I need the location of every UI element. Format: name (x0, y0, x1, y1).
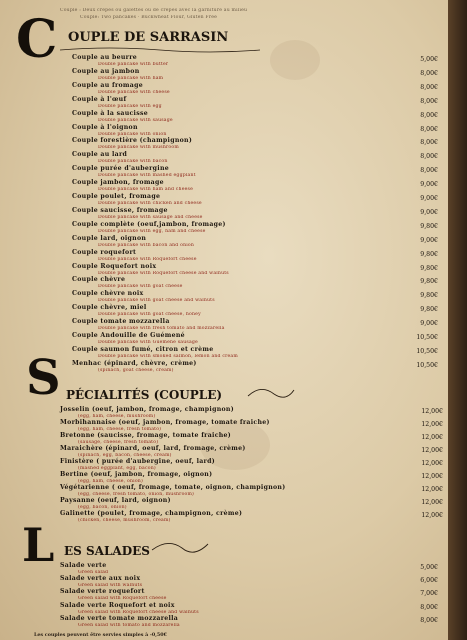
item-price: 10,50€ (416, 361, 438, 369)
item-translation: Double pancake with ham (98, 75, 164, 81)
item-translation: Double pancake with egg, ham and cheese (98, 228, 206, 234)
item-translation: Double pancake with bacon (98, 159, 168, 165)
item-translation: (egg, ham, cheese, mushroom) (78, 414, 156, 419)
item-price: 8,00€ (420, 97, 438, 105)
item-price: 12,00€ (421, 499, 443, 506)
item-translation: Double pancake with ham and cheese (98, 187, 194, 193)
item-price: 8,00€ (420, 83, 438, 91)
top-note: Couple : Deux crêpes ou galettes ou de crêpes avec la garniture au milieu (60, 8, 248, 13)
item-translation: (egg, bacon, onion) (78, 505, 127, 510)
item-name: Salade verte (60, 562, 107, 569)
item-price: 8,00€ (420, 603, 438, 611)
item-name: Couple Roquefort noix (72, 262, 157, 270)
item-name: Josselin (oeuf, jambon, fromage, champignon) (60, 406, 234, 413)
item-price: 12,00€ (421, 512, 443, 519)
item-price: 9,00€ (420, 320, 438, 328)
item-translation: Double pancake with sausage (98, 117, 173, 123)
item-translation: Double pancake with egg (98, 103, 162, 109)
flourish-ornament (150, 538, 210, 560)
item-translation: Green salad with Roquefort cheese and walnuts (78, 609, 199, 615)
item-price: 8,00€ (420, 153, 438, 161)
item-name: Morbihannaise (oeuf, jambon, fromage, tomate fraiche) (60, 419, 270, 426)
item-name: Finistère ( purée d'aubergine, oeuf, lard) (60, 458, 215, 465)
item-price: 12,00€ (421, 473, 443, 480)
item-price: 10,50€ (416, 334, 438, 341)
item-name: Couple purée d'aubergine (72, 165, 169, 173)
item-name: Bretonne (saucisse, fromage, tomate fraiche) (60, 432, 232, 439)
item-price: 12,00€ (421, 434, 443, 441)
item-name: Couple saumon fumé, citron et crème (72, 345, 214, 353)
item-translation: Green salad with walnuts (78, 583, 143, 589)
item-name: Couple poulet, fromage (72, 193, 161, 200)
item-price: 5,00€ (420, 564, 438, 571)
item-price: 8,00€ (420, 616, 438, 624)
item-name: Couple chèvre noix (72, 290, 144, 298)
item-translation: Double pancake with mashed eggplant (98, 173, 196, 179)
item-price: 7,00€ (420, 590, 438, 598)
item-translation: Double pancake with butter (98, 62, 169, 67)
item-name: Salade verte Roquefort et noix (60, 601, 175, 609)
item-name: Menhac (épinard, chèvre, crème) (72, 359, 197, 367)
item-name: Couple tomate mozzarella (72, 318, 170, 326)
item-translation: Double pancake with fresh tomato and mozzarella (98, 326, 225, 332)
item-translation: Double pancake with goat cheese, honey (98, 312, 201, 318)
menu-edge (448, 0, 467, 640)
item-name: Couple Andouille de Guémené (72, 332, 185, 339)
menu-item (0, 360, 448, 378)
item-name: Maraichère (épinard, oeuf, lard, fromage, crème) (60, 445, 246, 452)
item-name: Couple chèvre (72, 276, 126, 284)
item-translation: Double pancake with Roquefort cheese (98, 256, 197, 262)
section-title: PÉCIALITÉS (COUPLE) (66, 388, 223, 402)
item-price: 6,00€ (420, 577, 438, 585)
item-name: Couple chèvre, miel (72, 304, 147, 312)
item-price: 8,00€ (420, 69, 438, 77)
item-translation: Green salad (78, 570, 109, 575)
item-translation: (sausage, cheese, fresh tomato) (78, 440, 159, 445)
item-translation: (chicken, cheese, mushroom, cream) (78, 518, 171, 523)
item-translation: Double pancake with onion (98, 131, 167, 137)
item-price: 9,80€ (420, 222, 438, 230)
item-name: Bertine (oeuf, jambon, fromage, oignon) (60, 471, 213, 478)
item-price: 9,00€ (420, 181, 438, 189)
item-translation: (spinach, egg, bacon, cheese, cream) (78, 453, 172, 458)
item-translation: Double pancake with cheese (98, 89, 170, 95)
item-price: 9,80€ (420, 250, 438, 258)
item-price: 12,00€ (421, 447, 443, 454)
section-title: ES SALADES (64, 544, 150, 558)
item-price: 9,00€ (420, 236, 438, 244)
item-name: Couple au beurre (72, 54, 137, 61)
item-price: 10,50€ (416, 347, 438, 355)
item-translation: Double pancake with mushroom (98, 145, 179, 151)
item-price: 8,00€ (420, 125, 438, 133)
item-translation: (egg, cheese, fresh tomato, onion, mushroom) (78, 492, 195, 497)
section-initial: L (22, 518, 55, 572)
item-name: Couple forestière (champignon) (72, 137, 193, 145)
item-name: Couple jambon, fromage (72, 179, 164, 187)
item-translation: Double pancake with smoked salmon, lemon and cream (98, 353, 238, 359)
item-translation: (spinach, goat cheese, cream) (98, 367, 174, 373)
item-price: 9,80€ (420, 264, 438, 272)
item-name: Végétarienne ( oeuf, fromage, tomate, oignon, champignon) (60, 484, 286, 491)
item-price: 12,00€ (421, 460, 443, 467)
item-translation: Green salad with tomato and mozzarella (78, 622, 180, 628)
item-price: 12,00€ (421, 408, 443, 415)
item-price: 12,00€ (421, 421, 443, 428)
item-price: 5,00€ (420, 56, 438, 63)
item-name: Couple à la saucisse (72, 109, 149, 117)
item-translation: Double pancake with goat cheese and walnuts (98, 298, 215, 304)
item-name: Couple complète (oeuf,jambon, fromage) (72, 220, 226, 228)
item-name: Couple saucisse, fromage (72, 206, 168, 214)
item-name: Couple au fromage (72, 81, 143, 89)
item-name: Galinette (poulet, fromage, champignon, crème) (60, 510, 243, 517)
item-translation: Double pancake with goat cheese (98, 284, 183, 290)
section-initial: S (26, 350, 61, 406)
section-initial: C (16, 9, 58, 70)
flourish-ornament (246, 384, 296, 404)
item-translation: Double pancake with chicken and cheese (98, 201, 202, 206)
item-translation: (egg, ham, cheese, fresh tomato) (78, 427, 162, 432)
item-name: Couple au lard (72, 151, 128, 159)
item-translation: (egg, ham, cheese, onion) (78, 479, 143, 484)
item-price: 9,80€ (420, 292, 438, 300)
item-translation: Double pancake with bacon and onion (98, 242, 195, 248)
menu-item (0, 615, 448, 633)
item-translation: (mashed eggplant, egg, bacon) (78, 466, 156, 471)
item-translation: Double pancake with Roquefort cheese and walnuts (98, 270, 229, 276)
item-translation: Double pancake with Guémené sausage (98, 340, 198, 345)
item-price: 9,80€ (420, 278, 438, 286)
item-name: Couple à l'œuf (72, 95, 127, 103)
item-price: 8,00€ (420, 111, 438, 119)
item-name: Paysanne (oeuf, lard, oignon) (60, 497, 171, 504)
menu-item (0, 510, 448, 528)
item-translation: Double pancake with sausage and cheese (98, 214, 203, 220)
top-note: Couple: Two pancakes · Buckwheat Flour, Gluten Free (80, 15, 218, 20)
item-name: Salade verte aux noix (60, 575, 141, 583)
item-translation: Green salad with Roquefort cheese (78, 596, 167, 602)
footnote: Les couples peuvent être servies simples à -0,50€ (34, 632, 167, 638)
item-price: 9,80€ (420, 306, 438, 314)
item-price: 12,00€ (421, 486, 443, 493)
item-price: 9,00€ (420, 208, 438, 216)
item-name: Couple au jambon (72, 67, 140, 75)
item-name: Couple lard, oignon (72, 234, 147, 242)
item-price: 8,00€ (420, 167, 438, 175)
flourish-ornament (60, 46, 260, 54)
section-title: OUPLE DE SARRASIN (68, 30, 229, 45)
item-name: Salade verte roquefort (60, 588, 145, 596)
item-price: 8,00€ (420, 139, 438, 147)
item-price: 9,00€ (420, 195, 438, 202)
item-name: Couple à l'oignon (72, 123, 138, 131)
item-name: Salade verte tomate mozzarella (60, 614, 179, 622)
item-name: Couple roquefort (72, 248, 137, 256)
